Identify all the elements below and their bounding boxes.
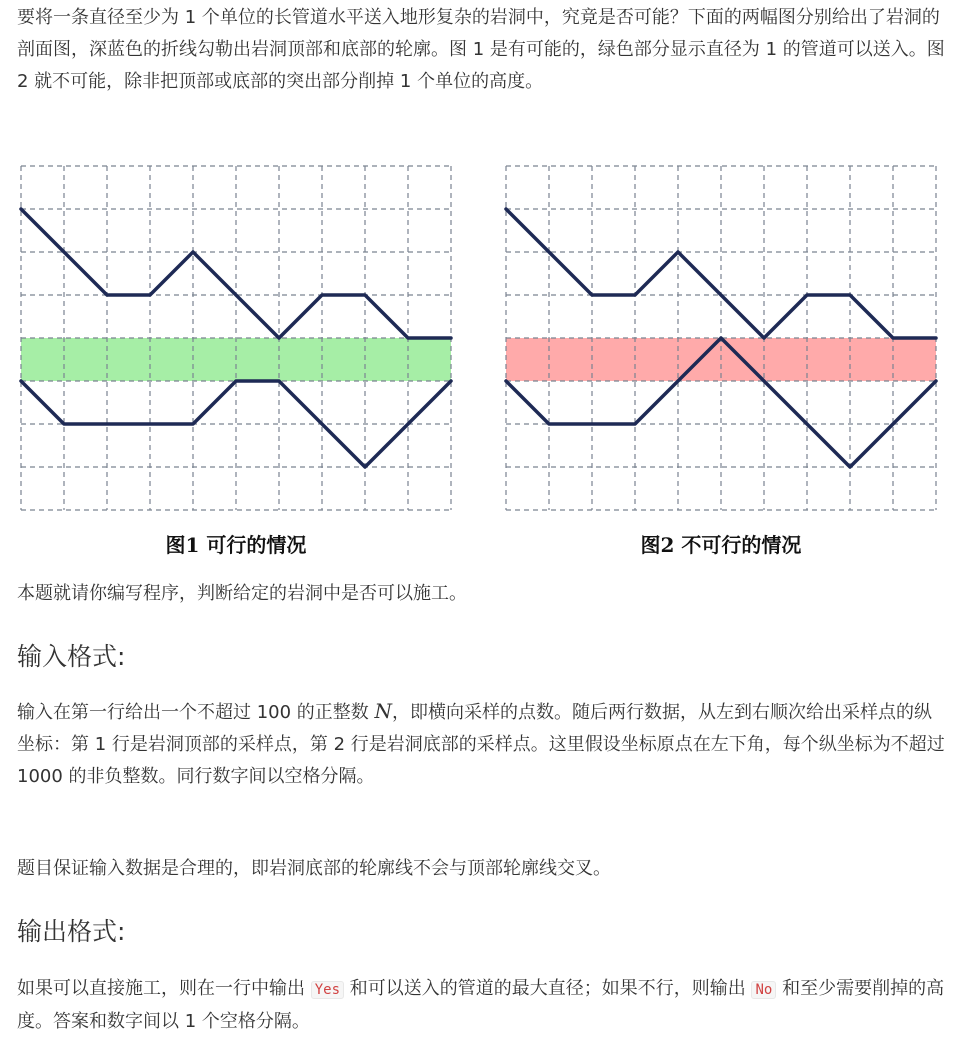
figure-1 bbox=[19, 162, 453, 557]
output-text-after: 和至少需要削掉的高度。答案和数字间以 1 个空格分隔。 bbox=[17, 978, 945, 1032]
figure-1-chart bbox=[19, 162, 453, 514]
figures-row bbox=[17, 162, 947, 572]
task-paragraph: 本题就请你编写程序，判断给定的岩洞中是否可以施工。 bbox=[17, 583, 467, 604]
intro-paragraph: 要将一条直径至少为 1 个单位的长管道水平送入地形复杂的岩洞中，究竟是否可能？下面的两幅图分别给出了岩洞的剖面图，深蓝色的折线勾勒出岩洞顶部和底部的轮廓。图 1 是有可能的，绿色部分显示直径为 1 的管道可以送入。图 2 就不可能，除非把顶部或底部的突出部分削掉 1 个单位的高度。 bbox=[17, 7, 945, 92]
code-no: No bbox=[751, 981, 776, 999]
code-yes: Yes bbox=[311, 981, 344, 999]
cave-top-profile bbox=[506, 209, 936, 338]
output-text-before: 如果可以直接施工，则在一行中输出 bbox=[17, 978, 311, 999]
output-text-mid: 和可以送入的管道的最大直径；如果不行，则输出 bbox=[344, 978, 752, 999]
input-paragraph-1 bbox=[17, 695, 947, 793]
figure-1-caption: 图1 可行的情况 bbox=[165, 533, 307, 557]
input-format-heading: 输入格式: bbox=[17, 642, 126, 671]
output-format-heading: 输出格式: bbox=[17, 917, 126, 946]
input-text-before: 输入在第一行给出一个不超过 100 的正整数 bbox=[17, 702, 375, 723]
figure-2-chart bbox=[504, 162, 938, 514]
figure-2 bbox=[504, 162, 938, 557]
output-paragraph bbox=[17, 973, 947, 1038]
input-paragraph-2: 题目保证输入数据是合理的，即岩洞底部的轮廓线不会与顶部轮廓线交叉。 bbox=[17, 858, 611, 879]
variable-n: N bbox=[374, 699, 393, 723]
cave-top-profile bbox=[21, 209, 451, 338]
input-text-after: ，即横向采样的点数。随后两行数据，从左到右顺次给出采样点的纵坐标：第 1 行是岩洞顶部的采样点，第 2 行是岩洞底部的采样点。这里假设坐标原点在左下角，每个纵坐标为不超过 1000 的非负整数。同行数字间以空格分隔。 bbox=[17, 702, 945, 787]
figure-2-caption: 图2 不可行的情况 bbox=[640, 533, 802, 557]
